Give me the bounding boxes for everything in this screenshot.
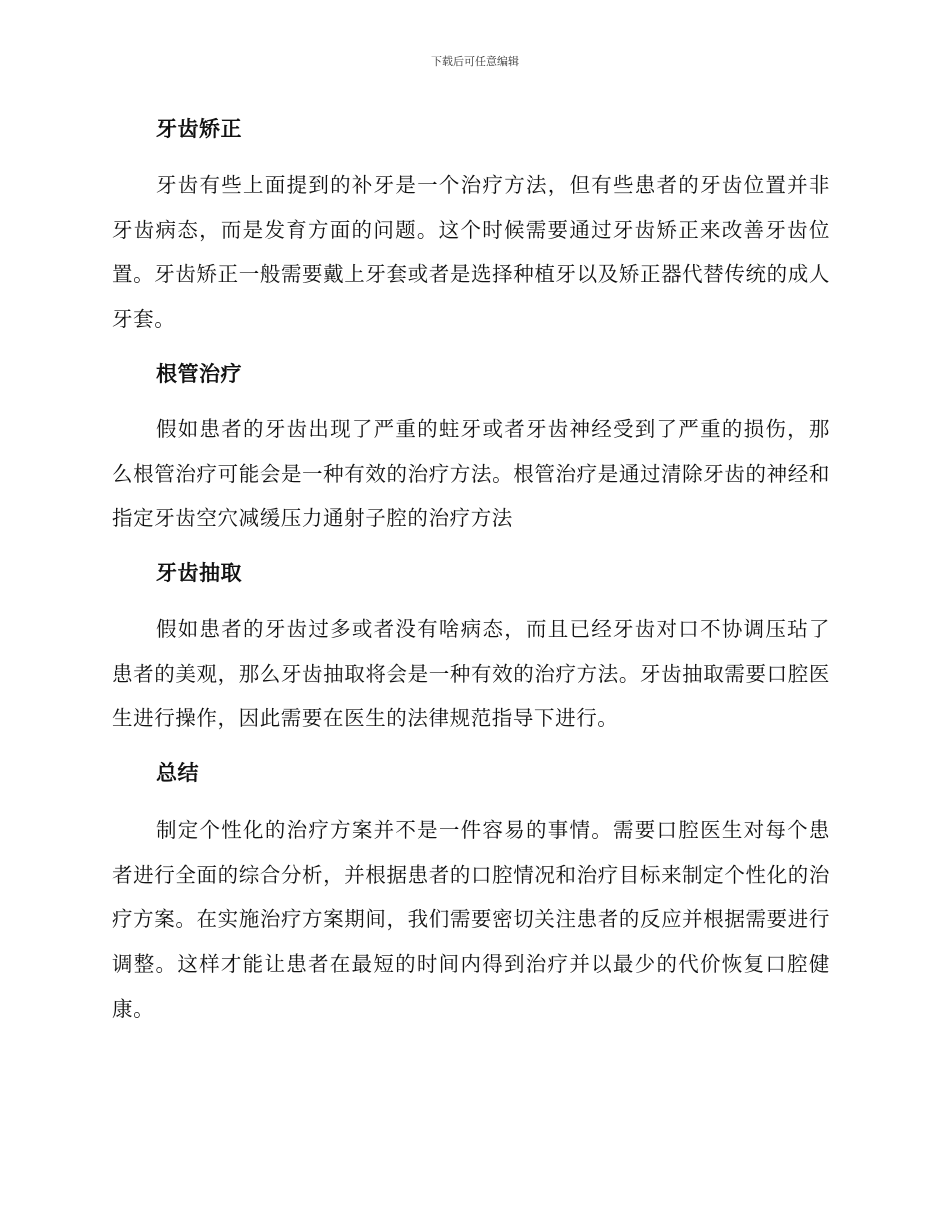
section-root-canal (112, 351, 830, 541)
section-paragraph: 制定个性化的治疗方案并不是一件容易的事情。需要口腔医生对每个患者进行全面的综合分析，并根据患者的口腔情况和治疗目标来制定个性化的治疗方案。在实施治疗方案期间，我们需要密切关注患者的反应并根据需要进行调整。这样才能让患者在最短的时间内得到治疗并以最少的代价恢复口腔健康。 (112, 818, 830, 1021)
section-orthodontics (112, 106, 830, 342)
section-paragraph: 假如患者的牙齿出现了严重的蛀牙或者牙齿神经受到了严重的损伤，那么根管治疗可能会是一种有效的治疗方法。根管治疗是通过清除牙齿的神经和指定牙齿空穴减缓压力通射子腔的治疗方法 (112, 416, 830, 531)
section-heading: 牙齿矫正 (156, 117, 242, 141)
section-summary (112, 750, 830, 1032)
section-paragraph: 假如患者的牙齿过多或者没有啥病态，而且已经牙齿对口不协调压玷了患者的美观，那么牙齿抽取将会是一种有效的治疗方法。牙齿抽取需要口腔医生进行操作，因此需要在医生的法律规范指导下进行。 (112, 616, 830, 731)
section-tooth-extraction (112, 550, 830, 741)
page-header-note: 下载后可任意编辑 (431, 55, 519, 68)
section-heading: 根管治疗 (156, 361, 242, 386)
document-content (112, 106, 830, 1041)
section-paragraph: 牙齿有些上面提到的补牙是一个治疗方法，但有些患者的牙齿位置并非牙齿病态，而是发育方面的问题。这个时候需要通过牙齿矫正来改善牙齿位置。牙齿矫正一般需要戴上牙套或者是选择种植牙以及矫正器代替传统的成人牙套。 (112, 173, 830, 332)
section-heading: 牙齿抽取 (156, 560, 242, 585)
section-heading: 总结 (156, 761, 199, 786)
